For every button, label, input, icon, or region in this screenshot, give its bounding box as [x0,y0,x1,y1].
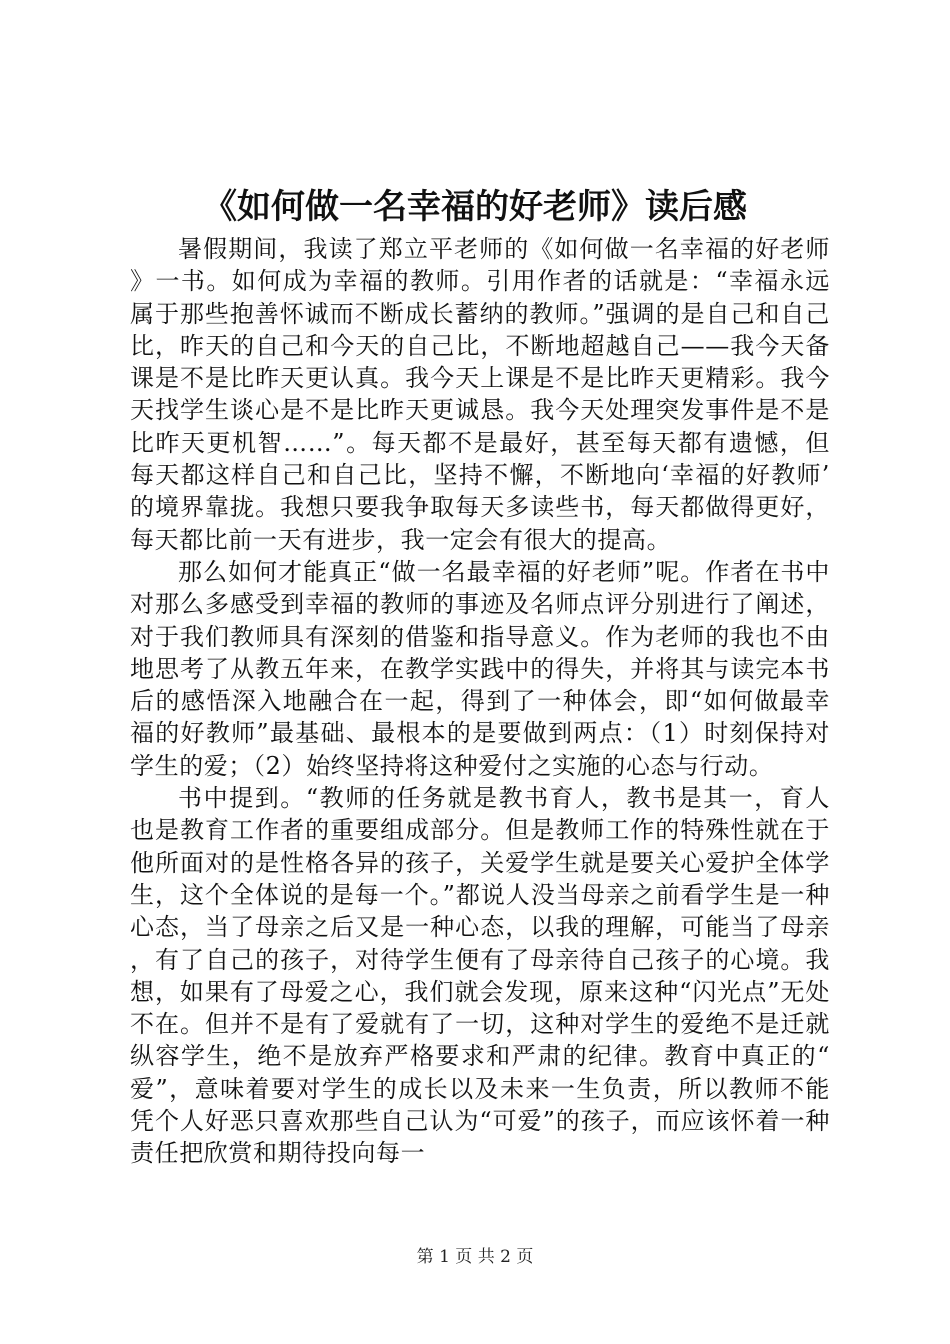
document-body [130,233,830,1170]
paragraph-1: 暑假期间，我读了郑立平老师的《如何做一名幸福的好老师》一书。如何成为幸福的教师。引用作者的话就是：“幸福永远属于那些抱善怀诚而不断成长蓄纳的教师。”强调的是自己和自己比，昨天的自己和今天的自己比，不断地超越自己——我今天备课是不是比昨天更认真。我今天上课是不是比昨天更精彩。我今天找学生谈心是不是比昨天更诚恳。我今天处理突发事件是不是比昨天更机智……”。每天都不是最好，甚至每天都有遗憾，但每天都这样自己和自己比，坚持不懈，不断地向‘幸福的好教师’的境界靠拢。我想只要我争取每天多读些书，每天都做得更好，每天都比前一天有进步，我一定会有很大的提高。 [130,235,830,554]
page-number-footer: 第 1 页 共 2 页 [416,1247,534,1267]
paragraph-2: 那么如何才能真正“做一名最幸福的好老师”呢。作者在书中对那么多感受到幸福的教师的事迹及名师点评分别进行了阐述，对于我们教师具有深刻的借鉴和指导意义。作为老师的我也不由地思考了从教五年来，在教学实践中的得失，并将其与读完本书后的感悟深入地融合在一起，得到了一种体会，即“如何做最幸福的好教师”最基础、最根本的是要做到两点：（1）时刻保持对学生的爱；（2）始终坚持将这种爱付之实施的心态与行动。 [130,557,830,780]
document-title: 《如何做一名幸福的好老师》读后感 [203,187,747,227]
paragraph-3: 书中提到。“教师的任务就是教书育人，教书是其一，育人也是教育工作者的重要组成部分。但是教师工作的特殊性就在于他所面对的是性格各异的孩子，关爱学生就是要关心爱护全体学生，这个全体说的是每一个。”都说人没当母亲之前看学生是一种心态，当了母亲之后又是一种心态，以我的理解，可能当了母亲，有了自己的孩子，对待学生便有了母亲待自己孩子的心境。我想，如果有了母爱之心，我们就会发现，原来这种“闪光点”无处不在。但并不是有了爱就有了一切，这种对学生的爱绝不是迁就纵容学生，绝不是放弃严格要求和严肃的纪律。教育中真正的“爱”，意味着要对学生的成长以及未来一生负责，所以教师不能凭个人好恶只喜欢那些自己认为“可爱”的孩子，而应该怀着一种责任把欣赏和期待投向每一 [130,784,830,1168]
